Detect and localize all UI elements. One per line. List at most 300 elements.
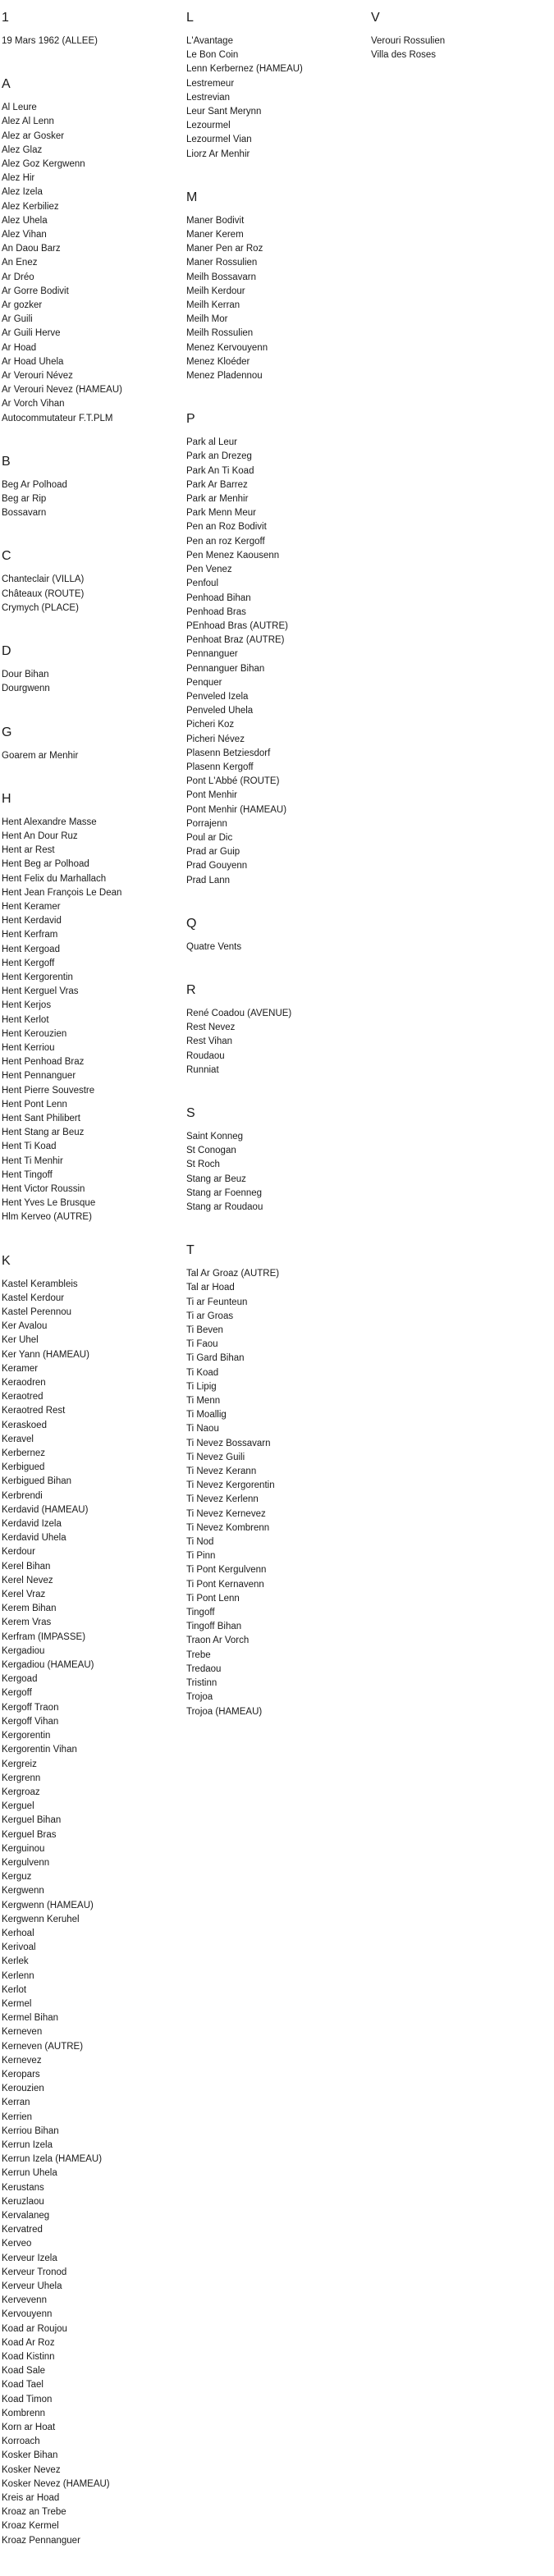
street-link[interactable]: Tingoff — [186, 1608, 215, 1618]
street-list-item — [186, 1144, 363, 1158]
street-list-item — [2, 1941, 178, 1955]
street-link[interactable]: Kerdavid (HAMEAU) — [2, 1504, 89, 1515]
street-link[interactable]: Prad Gouyenn — [186, 861, 248, 872]
street-list-item — [2, 1140, 178, 1154]
street-link[interactable]: Kergorentin — [2, 1731, 51, 1741]
street-link[interactable]: Hent Sant Philibert — [2, 1113, 80, 1123]
street-link[interactable]: Kerlenn — [2, 1970, 34, 1981]
street-link[interactable]: Pennanguer — [186, 649, 238, 660]
street-link[interactable]: Ti Moallig — [186, 1410, 227, 1421]
street-link[interactable]: Pen Venez — [186, 565, 232, 575]
street-link[interactable]: Pen an roz Kergoff — [186, 536, 265, 547]
street-link[interactable]: Kerhoal — [2, 1928, 34, 1938]
street-list-item — [2, 1828, 178, 1842]
street-link[interactable]: Hent Pierre Souvestre — [2, 1085, 95, 1096]
street-link[interactable]: Kerel Nevez — [2, 1575, 53, 1585]
street-link[interactable]: Kerfram (IMPASSE) — [2, 1631, 86, 1642]
street-link[interactable]: Kerguel — [2, 1801, 34, 1812]
street-link[interactable]: Pen Menez Kaousenn — [186, 550, 280, 560]
street-list-item — [186, 647, 363, 661]
street-link[interactable]: Kerivoal — [2, 1942, 36, 1953]
street-link[interactable]: Penfoul — [186, 579, 219, 589]
street-link[interactable]: Prad ar Guip — [186, 847, 240, 858]
street-list-item — [186, 1021, 363, 1035]
street-list-item — [2, 830, 178, 844]
street-link[interactable]: Hent Kerdavid — [2, 916, 62, 927]
street-link[interactable]: Kerrun Uhela — [2, 2168, 57, 2179]
street-link[interactable]: Penveled Izela — [186, 691, 249, 702]
street-link[interactable]: Lestremeur — [186, 78, 235, 89]
street-link[interactable]: Ti Nevez Guili — [186, 1452, 245, 1462]
street-list-item — [2, 2336, 178, 2350]
street-list-item — [2, 1433, 178, 1447]
street-link[interactable]: Kervevenn — [2, 2295, 47, 2306]
street-list-item — [2, 900, 178, 914]
street-link[interactable]: Ker Avalou — [2, 1321, 48, 1332]
street-link[interactable]: Keraskoed — [2, 1420, 47, 1430]
street-list-item — [186, 874, 363, 888]
street-link[interactable]: Hent An Dour Ruz — [2, 830, 78, 841]
street-link[interactable]: Kerrun Izela (HAMEAU) — [2, 2154, 103, 2165]
street-link[interactable]: Kerguel Bihan — [2, 1815, 62, 1826]
street-link[interactable]: Ar Hoad — [2, 342, 37, 353]
street-link[interactable]: Kerel Bihan — [2, 1561, 51, 1572]
street-link[interactable]: Menez Kloéder — [186, 356, 250, 367]
street-link[interactable]: Penhoad Bras — [186, 606, 246, 617]
street-link[interactable]: Kerdour — [2, 1547, 35, 1558]
street-link[interactable]: Maner Bodivit — [186, 215, 245, 226]
street-list-item — [186, 1338, 363, 1352]
street-link[interactable]: Koad Kistinn — [2, 2352, 55, 2363]
street-link[interactable]: Alez Al Lenn — [2, 117, 54, 127]
street-link[interactable]: Hent Beg ar Polhoad — [2, 859, 89, 870]
street-link[interactable]: 19 Mars 1962 (ALLEE) — [2, 36, 98, 46]
street-link[interactable]: Kerrun Izela — [2, 2139, 53, 2150]
street-link[interactable]: Hent Keramer — [2, 901, 61, 912]
street-link[interactable]: Kerveur Tronod — [2, 2267, 67, 2277]
street-link[interactable]: Ar gozker — [2, 300, 43, 311]
street-list-item — [186, 34, 363, 48]
street-list-item — [2, 2350, 178, 2364]
street-link[interactable]: Runniat — [186, 1064, 219, 1075]
street-link[interactable]: Kerguel Bras — [2, 1829, 57, 1840]
street-link[interactable]: Ar Dréo — [2, 272, 34, 282]
street-link[interactable]: Saint Konneg — [186, 1131, 244, 1142]
street-link[interactable]: Keropars — [2, 2069, 40, 2080]
street-link[interactable]: Bossavarn — [2, 508, 47, 519]
street-link[interactable]: Beg Ar Polhoad — [2, 479, 67, 490]
street-list-item — [2, 957, 178, 971]
street-list-item — [2, 1027, 178, 1041]
street-link[interactable]: L'Avantage — [186, 36, 233, 46]
street-link[interactable]: Lezourmel — [186, 121, 231, 131]
street-link[interactable]: Kergwenn (HAMEAU) — [2, 1900, 94, 1910]
street-link[interactable]: Kroaz Pennanguer — [2, 2535, 80, 2546]
street-link[interactable]: An Enez — [2, 258, 38, 268]
street-link[interactable]: Koad Ar Roz — [2, 2337, 55, 2348]
street-link[interactable]: Tristinn — [186, 1678, 217, 1689]
street-link[interactable]: Meilh Rossulien — [186, 328, 254, 339]
street-link[interactable]: Ar Guili Herve — [2, 328, 61, 339]
street-link[interactable]: Maner Kerem — [186, 230, 244, 240]
street-link[interactable]: Kosker Bihan — [2, 2450, 58, 2461]
street-link[interactable]: Meilh Bossavarn — [186, 272, 257, 282]
street-list-item — [2, 299, 178, 313]
street-link[interactable]: Kergrenn — [2, 1773, 41, 1783]
street-link[interactable]: Stang ar Beuz — [186, 1174, 246, 1184]
street-link[interactable]: Kosker Nevez — [2, 2464, 61, 2475]
street-list-item — [2, 1997, 178, 2011]
street-link[interactable]: Beg ar Rip — [2, 494, 47, 505]
street-link[interactable]: Kergwenn Keruhel — [2, 1914, 80, 1924]
street-link[interactable]: Ar Vorch Vihan — [2, 399, 65, 410]
street-link[interactable]: Kerran — [2, 2098, 30, 2108]
street-link[interactable]: Kerneven — [2, 2027, 43, 2038]
street-list-item — [2, 101, 178, 115]
street-link[interactable]: Ker Uhel — [2, 1335, 39, 1346]
street-link[interactable]: Kermel — [2, 1998, 32, 2009]
street-link[interactable]: Kergoff Traon — [2, 1702, 59, 1713]
street-link[interactable]: Ti ar Groas — [186, 1311, 234, 1321]
street-link[interactable]: Alez Hir — [2, 173, 35, 184]
street-link[interactable]: Kergadiou — [2, 1645, 45, 1656]
street-link[interactable]: Pont L'Abbé (ROUTE) — [186, 776, 280, 787]
street-link[interactable]: Maner Pen ar Roz — [186, 244, 263, 254]
street-link[interactable]: Kreis ar Hoad — [2, 2493, 60, 2504]
street-link[interactable]: Ti Menn — [186, 1396, 221, 1407]
street-link[interactable]: Kerem Bihan — [2, 1604, 57, 1614]
street-link[interactable]: Kerbernez — [2, 1448, 46, 1459]
street-link[interactable]: Picheri Névez — [186, 734, 245, 744]
street-link[interactable]: Ti Gard Bihan — [186, 1353, 245, 1364]
street-link[interactable]: Autocommutateur F.T.PLM — [2, 413, 113, 423]
street-link[interactable]: Kerdavid Izela — [2, 1519, 62, 1530]
street-link[interactable]: Hent ar Rest — [2, 845, 55, 856]
street-link[interactable]: Chanteclair (VILLA) — [2, 574, 85, 585]
street-link[interactable]: Kerlek — [2, 1956, 29, 1967]
street-link[interactable]: Ar Verouri Névez — [2, 371, 73, 382]
street-list-item — [186, 549, 363, 563]
street-link[interactable]: Park an Drezeg — [186, 451, 252, 462]
street-link[interactable]: Pen an Roz Bodivit — [186, 522, 267, 533]
street-link[interactable]: Plasenn Betziesdorf — [186, 748, 271, 758]
street-link[interactable]: Hent Pennanguer — [2, 1071, 76, 1082]
street-link[interactable]: Kerel Vraz — [2, 1590, 46, 1600]
street-list-item — [186, 299, 363, 313]
letter-section — [2, 454, 178, 521]
street-link[interactable]: Al Leure — [2, 103, 37, 113]
street-list-item — [2, 2082, 178, 2096]
street-link[interactable]: Kergroaz — [2, 1787, 40, 1797]
street-link[interactable]: Hent Kergoad — [2, 944, 60, 954]
street-link[interactable]: Ti Nevez Kerann — [186, 1466, 257, 1477]
street-list — [186, 34, 363, 162]
street-link[interactable]: Alez Glaz — [2, 144, 43, 155]
street-link[interactable]: Tingoff Bihan — [186, 1622, 242, 1632]
street-link[interactable]: Maner Rossulien — [186, 258, 258, 268]
street-list-item — [2, 858, 178, 872]
street-link[interactable]: Hent Ti Koad — [2, 1142, 57, 1152]
street-list-item — [2, 1686, 178, 1700]
street-link[interactable]: Hent Jean François Le Dean — [2, 887, 122, 898]
street-link[interactable]: Keraotred — [2, 1392, 43, 1402]
street-link[interactable]: Roudaou — [186, 1050, 225, 1061]
street-link[interactable]: Kerriou Bihan — [2, 2125, 59, 2136]
street-link[interactable]: Alez Uhela — [2, 215, 48, 226]
street-link[interactable]: Ti Nod — [186, 1537, 214, 1548]
street-link[interactable]: Keravel — [2, 1434, 34, 1444]
street-link[interactable]: Meilh Kerran — [186, 300, 240, 311]
street-link[interactable]: Hent Kerfram — [2, 930, 58, 940]
street-link[interactable]: Hent Felix du Marhallach — [2, 873, 107, 884]
street-link[interactable]: Kerguz — [2, 1872, 32, 1883]
street-list-item — [186, 1578, 363, 1592]
street-link[interactable]: Ar Guili — [2, 314, 33, 325]
street-link[interactable]: Quatre Vents — [186, 941, 242, 952]
street-link[interactable]: Keramer — [2, 1363, 39, 1374]
street-link[interactable]: St Roch — [186, 1160, 220, 1170]
street-link[interactable]: Ti Nevez Kergorentin — [186, 1480, 275, 1491]
street-link[interactable]: Ti Pont Kergulvenn — [186, 1565, 267, 1576]
street-link[interactable]: Penhoat Braz (AUTRE) — [186, 635, 285, 646]
street-link[interactable]: Hlm Kerveo (AUTRE) — [2, 1212, 92, 1223]
street-link[interactable]: Hent Pont Lenn — [2, 1099, 67, 1110]
street-link[interactable]: Lestrevian — [186, 92, 231, 103]
street-list-item — [2, 844, 178, 858]
street-link[interactable]: Penveled Uhela — [186, 706, 254, 716]
street-link[interactable]: Kergorentin Vihan — [2, 1745, 77, 1755]
street-link[interactable]: Korn ar Hoat — [2, 2423, 56, 2433]
street-link[interactable]: Kerbrendi — [2, 1490, 43, 1501]
street-link[interactable]: Kerbigued Bihan — [2, 1476, 72, 1487]
street-link[interactable]: Hent Kerguel Vras — [2, 986, 79, 997]
letter-section — [2, 643, 178, 696]
street-link[interactable]: Penquer — [186, 677, 222, 688]
street-link[interactable]: Ti Pinn — [186, 1551, 216, 1562]
street-link[interactable]: Ti Koad — [186, 1367, 219, 1378]
street-link[interactable]: Park al Leur — [186, 437, 238, 448]
street-link[interactable]: Menez Pladennou — [186, 371, 263, 382]
street-link[interactable]: Kroaz Kermel — [2, 2521, 59, 2532]
street-link[interactable]: Hent Kerouzien — [2, 1028, 67, 1039]
street-link[interactable]: Ti ar Feunteun — [186, 1297, 248, 1307]
street-list-item — [2, 1503, 178, 1517]
street-link[interactable]: Kerneven (AUTRE) — [2, 2041, 84, 2052]
street-link[interactable]: Kastel Kerdour — [2, 1293, 65, 1303]
street-link[interactable]: Tal ar Hoad — [186, 1283, 235, 1293]
street-link[interactable]: Kerveur Uhela — [2, 2281, 62, 2292]
street-list-item — [186, 1606, 363, 1620]
street-link[interactable]: Dour Bihan — [2, 670, 49, 680]
street-link[interactable]: Kombrenn — [2, 2408, 46, 2418]
street-link[interactable]: Leur Sant Merynn — [186, 107, 262, 117]
street-link[interactable]: Porrajenn — [186, 818, 227, 829]
street-link[interactable]: Keraodren — [2, 1378, 46, 1389]
street-link[interactable]: Trojoa (HAMEAU) — [186, 1706, 263, 1717]
street-link[interactable]: Alez Vihan — [2, 230, 47, 240]
street-link[interactable]: Picheri Koz — [186, 720, 235, 730]
street-link[interactable]: Stang ar Foenneg — [186, 1187, 263, 1198]
street-link[interactable]: Alez Goz Kergwenn — [2, 159, 85, 170]
street-link[interactable]: Ar Hoad Uhela — [2, 356, 64, 367]
street-link[interactable]: Hent Kerlot — [2, 1014, 49, 1025]
street-link[interactable]: Kastel Kerambleis — [2, 1279, 78, 1289]
street-link[interactable]: Hent Kerriou — [2, 1042, 55, 1053]
street-link[interactable]: Prad Lann — [186, 875, 231, 885]
street-link[interactable]: Pont Menhir — [186, 790, 238, 801]
street-list-item — [186, 1663, 363, 1677]
street-link[interactable]: St Conogan — [186, 1146, 236, 1156]
street-link[interactable]: Ker Yann (HAMEAU) — [2, 1349, 89, 1360]
street-link[interactable]: Hent Alexandre Masse — [2, 817, 97, 827]
street-link[interactable]: Ti Nevez Kombrenn — [186, 1522, 270, 1533]
street-link[interactable]: Châteaux (ROUTE) — [2, 588, 85, 599]
street-link[interactable]: Ti Beven — [186, 1325, 223, 1336]
street-link[interactable]: Alez ar Gosker — [2, 130, 65, 141]
street-list-item — [2, 1489, 178, 1503]
street-list-item — [2, 1183, 178, 1196]
street-link[interactable]: Kastel Perennou — [2, 1307, 72, 1317]
street-list — [186, 1007, 363, 1078]
street-link[interactable]: Crymych (PLACE) — [2, 602, 79, 613]
street-link[interactable]: PEnhoad Bras (AUTRE) — [186, 620, 288, 631]
street-link[interactable]: Pont Menhir (HAMEAU) — [186, 804, 287, 815]
street-link[interactable]: Kosker Nevez (HAMEAU) — [2, 2478, 110, 2489]
street-link[interactable]: Korroach — [2, 2436, 40, 2447]
street-link[interactable]: Liorz Ar Menhir — [186, 149, 250, 159]
section-letter-heading: 1 — [2, 11, 9, 25]
street-link[interactable]: Keruzlaou — [2, 2196, 44, 2207]
street-link[interactable]: Ar Gorre Bodivit — [2, 286, 69, 296]
street-link[interactable]: Villa des Roses — [371, 50, 437, 61]
street-link[interactable]: Poul ar Dic — [186, 832, 233, 843]
street-link[interactable]: Park ar Menhir — [186, 494, 249, 505]
street-link[interactable]: Ti Lipig — [186, 1381, 217, 1392]
street-link[interactable]: Kergulvenn — [2, 1857, 50, 1868]
street-link[interactable]: Kervouyenn — [2, 2309, 53, 2320]
street-list-item — [2, 1069, 178, 1083]
street-link[interactable]: Hent Ti Menhir — [2, 1155, 63, 1166]
street-link[interactable]: Keraotred Rest — [2, 1406, 66, 1416]
street-link[interactable]: Kerustans — [2, 2182, 44, 2193]
street-link[interactable]: Verouri Rossulien — [371, 36, 446, 46]
street-link[interactable]: René Coadou (AVENUE) — [186, 1008, 292, 1018]
street-link[interactable]: Hent Tingoff — [2, 1169, 53, 1180]
street-link[interactable]: Kervatred — [2, 2225, 43, 2235]
street-link[interactable]: Hent Kergoff — [2, 958, 55, 968]
street-link[interactable]: Kergwenn — [2, 1886, 44, 1897]
street-link[interactable]: Kergreiz — [2, 1759, 37, 1769]
street-link[interactable]: Meilh Mor — [186, 314, 228, 325]
street-link[interactable]: Ar Verouri Nevez (HAMEAU) — [2, 385, 122, 396]
street-link[interactable]: Kerlot — [2, 1984, 27, 1995]
street-link[interactable]: Tal Ar Groaz (AUTRE) — [186, 1269, 280, 1279]
street-link[interactable]: Koad ar Roujou — [2, 2323, 67, 2334]
street-link[interactable]: Plasenn Kergoff — [186, 762, 254, 772]
street-link[interactable]: Park Menn Meur — [186, 508, 257, 519]
street-link[interactable]: Park Ar Barrez — [186, 479, 248, 490]
section-letter-heading: M — [186, 190, 198, 204]
street-link[interactable]: Lenn Kerbernez (HAMEAU) — [186, 64, 303, 75]
street-link[interactable]: Hent Stang ar Beuz — [2, 1128, 85, 1138]
street-link[interactable]: Alez Izela — [2, 187, 43, 198]
street-link[interactable]: Dourgwenn — [2, 684, 50, 694]
street-list-item — [186, 520, 363, 534]
street-link[interactable]: Meilh Kerdour — [186, 286, 245, 296]
street-link[interactable]: Park An Ti Koad — [186, 465, 254, 476]
street-link[interactable]: Pennanguer Bihan — [186, 663, 265, 674]
street-link[interactable]: Ti Nevez Kernevez — [186, 1508, 266, 1519]
street-link[interactable]: Kerem Vras — [2, 1617, 52, 1628]
street-link[interactable]: Le Bon Coin — [186, 50, 239, 61]
street-link[interactable]: Kergadiou (HAMEAU) — [2, 1660, 94, 1671]
street-link[interactable]: Kerguinou — [2, 1843, 45, 1854]
street-link[interactable]: Kervalaneg — [2, 2211, 50, 2221]
street-list-item — [2, 1800, 178, 1814]
street-link[interactable]: Kerouzien — [2, 2084, 44, 2094]
letter-section — [2, 1253, 178, 2548]
street-link[interactable]: Tredaou — [186, 1663, 222, 1674]
street-link[interactable]: Kergoad — [2, 1674, 38, 1685]
street-link[interactable]: Kerrien — [2, 2112, 33, 2122]
street-link[interactable]: Hent Yves Le Brusque — [2, 1198, 96, 1209]
street-link[interactable]: Hent Kergorentin — [2, 972, 73, 982]
street-link[interactable]: Kergoff — [2, 1688, 32, 1699]
street-link[interactable]: Trojoa — [186, 1692, 213, 1703]
street-link[interactable]: Ti Faou — [186, 1339, 218, 1350]
street-link[interactable]: Goarem ar Menhir — [2, 750, 79, 761]
street-list-item — [2, 971, 178, 985]
street-list-item — [2, 2421, 178, 2435]
street-list-item — [186, 1050, 363, 1064]
street-link[interactable]: Hent Kerjos — [2, 1000, 52, 1011]
street-list-item — [2, 1701, 178, 1715]
street-link[interactable]: Kerdavid Uhela — [2, 1533, 66, 1544]
street-link[interactable]: Alez Kerbiliez — [2, 201, 59, 212]
street-link[interactable]: Kerbigued — [2, 1462, 45, 1473]
street-link[interactable]: Kernevez — [2, 2055, 42, 2066]
street-link[interactable]: Ti Nevez Bossavarn — [186, 1438, 271, 1448]
street-link[interactable]: Koad Sale — [2, 2366, 46, 2377]
street-link[interactable]: Kerveur Izela — [2, 2253, 57, 2263]
street-link[interactable]: An Daou Barz — [2, 244, 61, 254]
street-link[interactable]: Koad Timon — [2, 2394, 53, 2404]
street-link[interactable]: Lezourmel Vian — [186, 135, 252, 145]
street-link[interactable]: Rest Nevez — [186, 1023, 236, 1033]
street-link[interactable]: Kermel Bihan — [2, 2013, 59, 2024]
street-link[interactable]: Rest Vihan — [186, 1036, 233, 1047]
street-list-item — [2, 1729, 178, 1743]
street-list — [2, 1278, 178, 2548]
street-link[interactable]: Ti Pont Kernavenn — [186, 1579, 264, 1590]
street-link[interactable]: Kerveo — [2, 2239, 32, 2249]
street-list-item — [2, 1320, 178, 1334]
street-link[interactable]: Stang ar Roudaou — [186, 1202, 263, 1212]
street-link[interactable]: Traon Ar Vorch — [186, 1636, 250, 1646]
street-link[interactable]: Menez Kervouyenn — [186, 342, 268, 353]
street-link[interactable]: Trebe — [186, 1649, 211, 1660]
street-link[interactable]: Kroaz an Trebe — [2, 2507, 66, 2518]
street-link[interactable]: Koad Tael — [2, 2380, 43, 2391]
street-link[interactable]: Penhoad Bihan — [186, 593, 251, 603]
street-link[interactable]: Ti Pont Lenn — [186, 1593, 240, 1604]
street-link[interactable]: Ti Naou — [186, 1424, 219, 1434]
street-list-item — [2, 2294, 178, 2308]
street-link[interactable]: Hent Victor Roussin — [2, 1183, 85, 1194]
street-link[interactable]: Ti Nevez Kerlenn — [186, 1494, 259, 1505]
street-link[interactable]: Hent Penhoad Braz — [2, 1057, 85, 1068]
street-link[interactable]: Kergoff Vihan — [2, 1716, 59, 1727]
